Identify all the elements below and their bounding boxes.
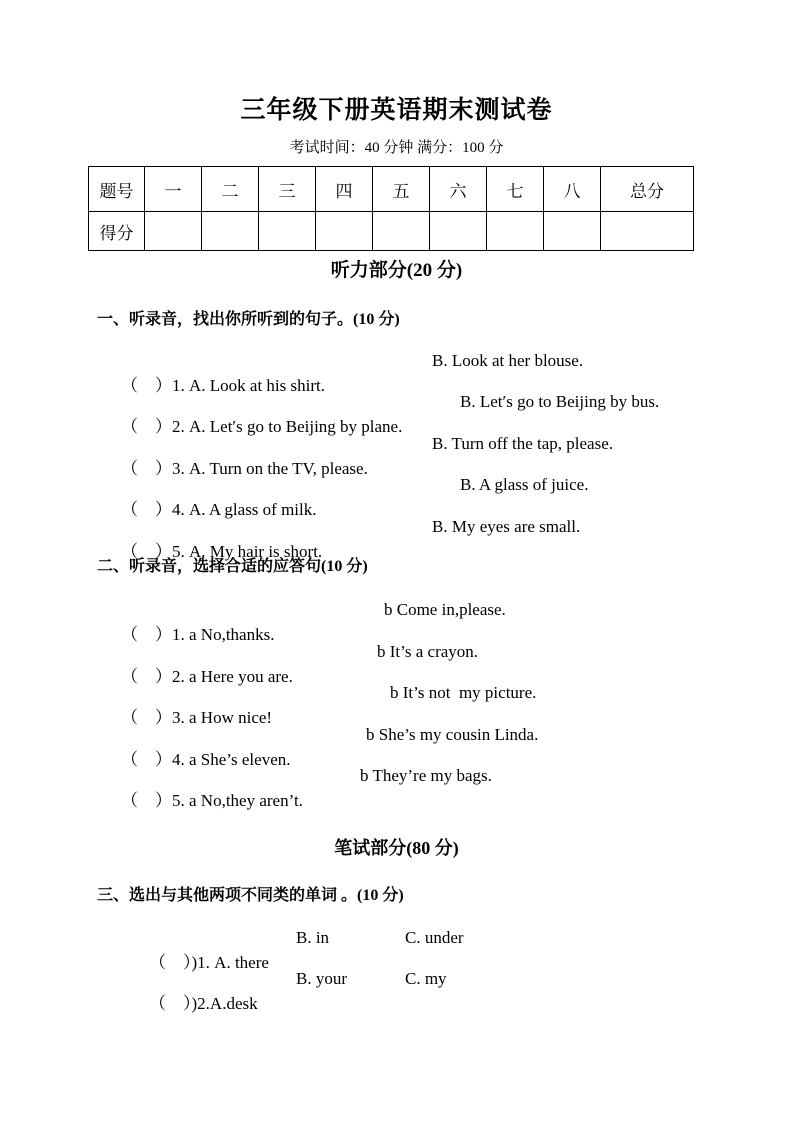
score-cell-4[interactable] (316, 212, 373, 251)
question-1-5-option-b: B. My eyes are small. (432, 517, 581, 536)
question-text: 1. A. Look at his shirt. (172, 376, 325, 395)
score-cell-3[interactable] (259, 212, 316, 251)
question-text: 4. A. A glass of milk. (172, 500, 317, 519)
section-heading-3: 三、选出与其他两项不同类的单词 。(10 分) (97, 887, 404, 904)
question-2-3-option-b: b It’s not my picture. (390, 683, 537, 702)
score-table-col-2: 二 (202, 167, 259, 212)
question-1-4-option-b: B. A glass of juice. (460, 475, 589, 494)
part-heading-written: 笔试部分(80 分) (334, 838, 459, 858)
score-table-col-5: 五 (373, 167, 430, 212)
exam-info-line: 考试时间：40 分钟 满分：100 分 (289, 140, 504, 156)
score-cell-1[interactable] (145, 212, 202, 251)
score-cell-5[interactable] (373, 212, 430, 251)
question-1-2-option-b: B. Let′s go to Beijing by bus. (460, 392, 660, 411)
question-2-5-left (104, 766, 303, 831)
answer-bracket[interactable]: （ ） (121, 376, 172, 395)
question-text: )2.A.desk (191, 994, 258, 1013)
answer-bracket[interactable]: （ ） (121, 750, 172, 769)
score-table-label-number: 题号 (89, 167, 145, 212)
question-3-2-left (132, 969, 258, 1034)
score-table-col-8: 八 (544, 167, 601, 212)
question-text: 5. a No,they aren’t. (172, 791, 303, 810)
section-heading-2: 二、听录音，选择合适的应答句(10 分) (97, 558, 368, 575)
question-3-1-option-c: C. under (405, 928, 464, 947)
score-table-col-7: 七 (487, 167, 544, 212)
score-table-label-score: 得分 (89, 212, 145, 251)
question-text: 2. a Here you are. (172, 667, 293, 686)
score-table-col-3: 三 (259, 167, 316, 212)
answer-bracket[interactable]: （ ） (121, 708, 172, 727)
question-1-1-option-b: B. Look at her blouse. (432, 351, 584, 370)
score-table-col-6: 六 (430, 167, 487, 212)
part-heading-listening: 听力部分(20 分) (330, 260, 463, 281)
question-3-2-option-b: B. your (296, 969, 347, 988)
section-heading-1: 一、听录音，找出你所听到的句子。(10 分) (97, 311, 400, 328)
score-table-col-total: 总分 (601, 167, 694, 212)
score-table-header-row (89, 167, 694, 212)
question-text: 3. A. Turn on the TV, please. (172, 459, 368, 478)
question-3-2-option-c: C. my (405, 969, 447, 988)
score-cell-2[interactable] (202, 212, 259, 251)
answer-bracket[interactable]: （ ） (121, 791, 172, 810)
answer-bracket[interactable]: （ ） (121, 542, 172, 561)
question-1-3-option-b: B. Turn off the tap, please. (432, 434, 614, 453)
answer-bracket[interactable]: （ ） (121, 625, 172, 644)
answer-bracket[interactable]: （ ） (121, 667, 172, 686)
question-text: 4. a She’s eleven. (172, 750, 291, 769)
answer-bracket[interactable]: （ ） (121, 500, 172, 519)
score-table-col-1: 一 (145, 167, 202, 212)
score-table (88, 166, 694, 251)
question-text: 2. A. Let′s go to Beijing by plane. (172, 417, 403, 436)
score-cell-7[interactable] (487, 212, 544, 251)
score-cell-8[interactable] (544, 212, 601, 251)
score-table-col-4: 四 (316, 167, 373, 212)
question-text: 1. a No,thanks. (172, 625, 275, 644)
question-text: 5. A. My hair is short. (172, 542, 323, 561)
question-3-1-option-b: B. in (296, 928, 330, 947)
score-table-score-row (89, 212, 694, 251)
question-text: 3. a How nice! (172, 708, 273, 727)
answer-bracket[interactable]: （ ） (149, 953, 192, 972)
score-cell-6[interactable] (430, 212, 487, 251)
answer-bracket[interactable]: （ ） (149, 994, 192, 1013)
question-2-1-option-b: b Come in,please. (384, 600, 506, 619)
answer-bracket[interactable]: （ ） (121, 417, 172, 436)
question-2-2-option-b: b It’s a crayon. (377, 642, 479, 661)
question-2-5-option-b: b They’re my bags. (360, 766, 492, 785)
page-title: 三年级下册英语期末测试卷 (240, 97, 553, 124)
score-cell-total[interactable] (601, 212, 694, 251)
answer-bracket[interactable]: （ ） (121, 459, 172, 478)
question-text: )1. A. there (191, 953, 269, 972)
question-2-4-option-b: b She’s my cousin Linda. (366, 725, 539, 744)
